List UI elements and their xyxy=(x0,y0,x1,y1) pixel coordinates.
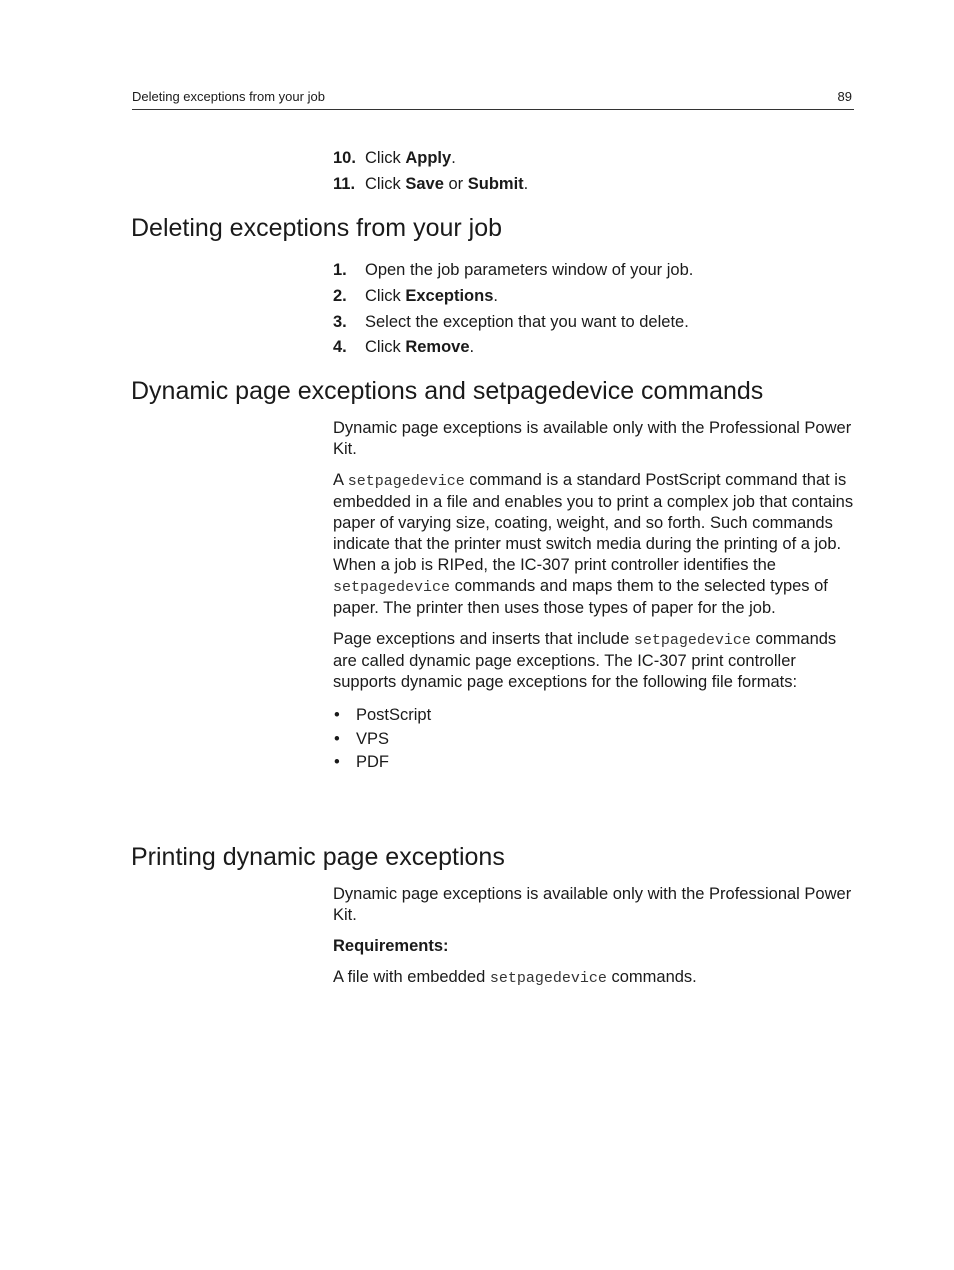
step-item: 1. Open the job parameters window of your job. xyxy=(333,261,694,279)
section-heading: Dynamic page exceptions and setpagedevice commands xyxy=(131,377,764,405)
ui-term: Submit xyxy=(467,174,524,193)
delete-steps xyxy=(333,260,858,363)
page-number: 89 xyxy=(837,89,852,104)
step-item: 11. Click Save or Submit. xyxy=(333,174,529,193)
code-term: setpagedevice xyxy=(489,970,607,987)
ui-term: Exceptions xyxy=(405,286,494,305)
requirements-label: Requirements: xyxy=(333,937,449,955)
paragraph: Page exceptions and inserts that include setpagedevice commands are called dynamic page exceptions. The IC-307 print controller supports dynamic page exceptions for the following file formats: xyxy=(333,630,837,691)
paragraph: A setpagedevice command is a standard PostScript command that is embedded in a file and enables you to print a complex job that contains paper of varying size, coating, weight, and so forth. Such commands indicate that the printer must switch media during the printing of a job. When a job is RIPed, the IC-307 print controller identifies the setpagedevice commands and maps them to the selected types of paper. The printer then uses those types of paper for the job. xyxy=(333,471,854,617)
section-heading: Deleting exceptions from your job xyxy=(131,214,503,242)
running-header xyxy=(132,88,854,110)
section-heading: Printing dynamic page exceptions xyxy=(131,843,505,871)
header-title: Deleting exceptions from your job xyxy=(132,89,325,104)
paragraph: A file with embedded setpagedevice commands. xyxy=(333,968,697,987)
section-body xyxy=(333,884,858,999)
step-item: 3. Select the exception that you want to delete. xyxy=(333,312,689,331)
list-item: • PDF xyxy=(333,752,858,773)
step-item: 2. Click Exceptions. xyxy=(333,286,498,305)
code-term: setpagedevice xyxy=(347,473,465,490)
ui-term: Remove xyxy=(405,338,470,357)
code-term: setpagedevice xyxy=(633,632,751,649)
step-item: 4. Click Remove. xyxy=(333,338,475,357)
list-item: • PostScript xyxy=(333,705,858,726)
list-item: • VPS xyxy=(333,729,858,750)
step-number: 10. xyxy=(333,149,356,167)
section-body xyxy=(333,418,858,776)
paragraph: Dynamic page exceptions is available only with the Professional Power Kit. xyxy=(333,419,852,458)
step-number: 11. xyxy=(333,174,356,193)
code-term: setpagedevice xyxy=(333,579,451,596)
ui-term: Apply xyxy=(405,149,452,167)
format-list xyxy=(333,705,858,773)
ui-term: Save xyxy=(405,174,444,193)
step-item: 10. Click Apply. xyxy=(333,149,456,167)
continued-steps xyxy=(333,148,858,200)
paragraph: Dynamic page exceptions is available only with the Professional Power Kit. xyxy=(333,885,852,924)
